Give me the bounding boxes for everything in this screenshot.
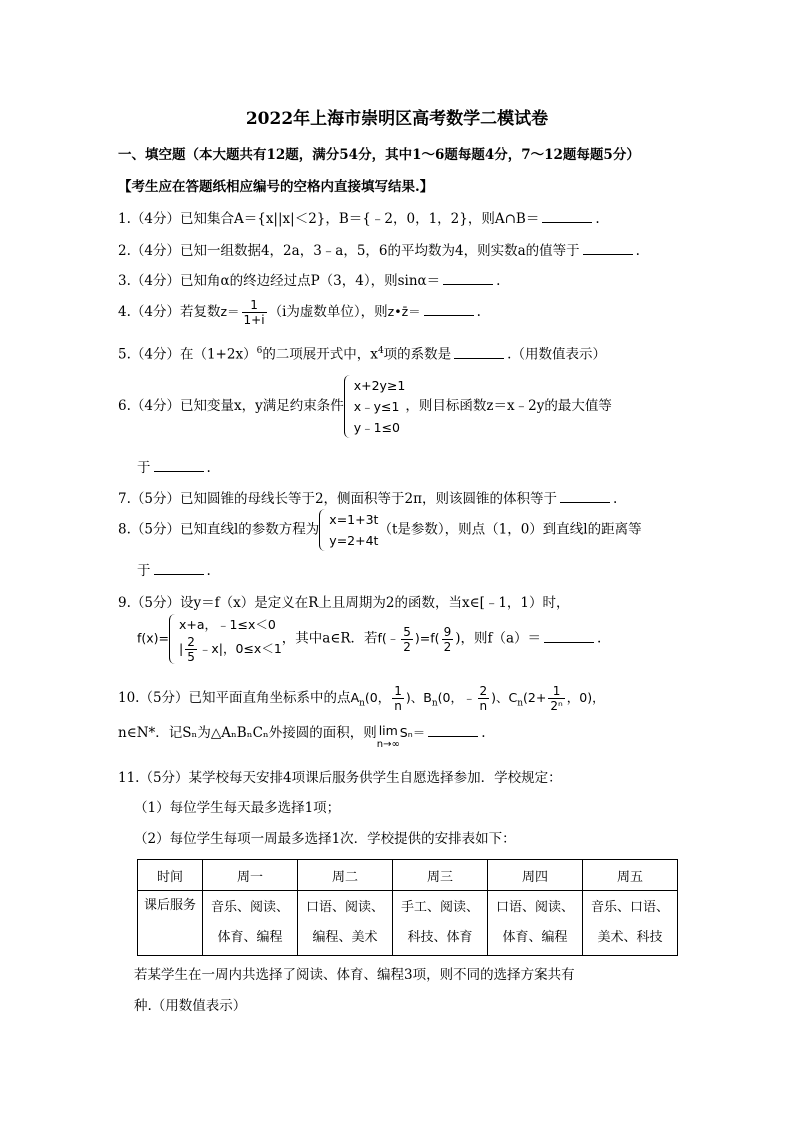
q9-f2num: 9 [443,624,452,639]
question-2 [118,242,640,260]
q9-fx: f(x)= [137,630,170,646]
q3-end: . [496,273,501,289]
q7-text: 7.（5分）已知圆锥的母线长等于2，侧面积等于2π，则该圆锥的体积等于 [118,491,558,507]
table-cell [203,891,298,956]
q10-lim: lim [378,723,398,738]
cell-line: 音乐、口语、 [590,900,669,915]
q4-mid: （i为虚数单位），则 [268,304,388,320]
question-8 [118,509,642,551]
question-9 [118,594,570,612]
cell-line: 口语、阅读、 [495,900,574,915]
q8-c2: y=2+4t [329,533,379,548]
q9-f2-frac [442,625,454,654]
table-header: 周四 [488,860,583,891]
answer-blank[interactable] [560,490,610,503]
q1-set-b: B＝{﹣2，0，1，2}，则 [338,211,495,227]
q6-prefix: 6.（4分）已知变量x，y满足约束条件 [118,398,344,414]
answer-blank[interactable] [154,459,204,472]
question-3 [118,272,500,290]
q5-text: 5.（4分）在（1+2x） [118,346,257,363]
cell-line: 编程、美术 [312,930,378,945]
q6-system [344,375,406,438]
question-11: 11.（5分）某学校每天安排4项课后服务供学生自愿选择参加．学校规定： [118,770,562,786]
cell-line: 体育、编程 [217,930,283,945]
schedule-table [137,859,678,956]
table-cell [298,891,393,956]
section-header: 一、填空题（本大题共有12题，满分54分，其中1～6题每题4分，7～12题每题5分） [118,147,640,163]
question-6 [118,375,612,438]
q7-end: . [613,491,618,507]
q4-den: 1+i [243,313,265,327]
q5-exp: 6 [256,346,263,356]
cell-line: 美术、科技 [597,930,663,945]
q9-f2: )=f( [414,630,440,646]
q10-an-sub: n [359,698,365,709]
q6-c2: x﹣y≤1 [353,399,400,414]
cell-line: 科技、体育 [407,930,473,945]
q9-mid: ，其中a∈R．若 [281,630,378,647]
page-title: 2022年上海市崇明区高考数学二模试卷 [245,109,549,129]
q1-set-a: A＝{x||x|＜2}， [233,211,339,227]
table-header: 周二 [298,860,393,891]
q11-question: 若某学生在一周内共选择了阅读、体育、编程3项，则不同的选择方案共有 [134,967,575,983]
q10-bn-num: 2 [479,684,488,698]
q10-cn-den: 2ⁿ [550,699,563,713]
q9-f1den: 2 [403,639,411,654]
q5-end: .（用数值表示） [507,346,606,363]
q9-f3: )，则f（a）＝ [455,630,542,647]
q10-sn: Sₙ＝ [399,725,426,740]
q6-c1: x+2y≥1 [353,378,406,393]
q10-an-den: n [394,699,402,713]
q8-c1: x=1+3t [329,512,379,527]
q10-cn-end: ，0)， [566,690,605,705]
question-10 [118,682,605,720]
q9-p2-frac [185,635,197,664]
q8-line2: 于 [137,563,151,579]
q10-cn-frac [548,684,564,713]
table-cell [583,891,678,956]
q10-cn-num: 1 [548,684,564,699]
q9-end: . [597,630,602,647]
q10-bn-den: n [479,699,488,713]
q10-an: A [350,690,360,705]
q4-fraction [242,298,267,327]
q10-bn-sub: n [431,698,438,709]
q10-bn-frac [478,684,490,713]
q4-end: . [476,304,481,320]
table-row-label: 课后服务 [138,891,203,956]
q10-bn: )、B [405,690,432,705]
q11-question-cont: 种.（用数值表示） [134,998,247,1014]
q8-prefix: 8.（5分）已知直线l的参数方程为 [118,521,320,538]
q2-text: 2.（4分）已知一组数据4，2a，3﹣a，5，6的平均数为4，则实数a的值等于 [118,243,580,259]
q1-prefix: 1.（4分）已知集合 [118,211,234,227]
question-6-cont [137,459,211,477]
q2-end: . [635,243,640,259]
q1-end: . [595,211,600,227]
q10-cn-v: (2+ [523,690,547,705]
question-5 [118,342,606,364]
q10-bn-v: (0，﹣ [437,690,476,705]
q9-line1: 9.（5分）设y＝f（x）是定义在R上且周期为2的函数，当x∈[﹣1，1）时， [118,595,570,611]
q6-c3: y﹣1≤0 [353,420,400,435]
cell-line: 口语、阅读、 [305,900,384,915]
q5-exp2: 4 [377,346,384,356]
answer-blank[interactable] [428,724,478,737]
cell-line: 体育、编程 [502,930,568,945]
table-cell [488,891,583,956]
q3-text: 3.（4分）已知角α的终边经过点P（3，4），则sinα＝ [118,273,441,289]
table-header: 时间 [138,860,203,891]
q10-line2: n∈N*．记Sₙ为△AₙBₙCₙ外接圆的面积，则 [118,725,377,741]
q10-cn-sub: n [517,698,524,709]
q10-limit [377,724,400,752]
cell-line: 手工、阅读、 [400,900,479,915]
q6-line2: 于 [137,460,151,476]
q9-f1: f(﹣ [377,630,400,646]
q6-suffix: ，则目标函数z＝x﹣2y的最大值等 [405,398,612,414]
q8-end: . [206,563,211,579]
answer-blank[interactable] [154,562,204,575]
cell-line: 音乐、阅读、 [210,900,289,915]
answer-blank[interactable] [424,303,474,316]
q4-prefix: 4.（4分）若复数 [118,304,221,320]
question-1 [118,210,600,228]
q4-z: z＝ [220,304,240,319]
table-header: 周五 [583,860,678,891]
q9-p1: x+a，﹣1≤x＜0 [179,617,276,632]
question-9-cont [137,614,601,664]
answer-blank[interactable] [583,242,633,255]
q10-cn: )、C [491,690,518,705]
q10-lim-sub: n→∞ [376,739,400,750]
q10-end: . [481,725,486,741]
q9-p2b: ﹣x|，0≤x＜1 [198,641,282,656]
table-header-row [138,860,678,891]
q4-num: 1 [242,298,267,313]
q9-p2den: 5 [187,650,195,664]
table-header: 周一 [203,860,298,891]
q11-rule-1: （1）每位学生每天最多选择1项； [134,800,341,816]
q10-an-frac [392,684,404,713]
q10-an-num: 1 [394,684,402,698]
question-4 [118,296,481,328]
q4-zz: z•z̄＝ [387,304,421,319]
answer-blank[interactable] [454,346,504,359]
table-header: 周三 [393,860,488,891]
instruction: 【考生应在答题纸相应编号的空格内直接填写结果.】 [118,179,434,195]
q8-suffix: （t是参数），则点（1，0）到直线l的距离等 [378,521,642,538]
question-8-cont [137,562,211,580]
q6-end: . [206,460,211,476]
q9-f1num: 5 [403,624,411,639]
q9-p2num: 2 [187,635,195,649]
question-7 [118,490,617,508]
q8-system [319,509,378,551]
q11-rule-2: （2）每位学生每项一周最多选择1次．学校提供的安排表如下： [134,831,516,847]
answer-blank[interactable] [544,630,594,643]
q10-an-v: (0， [364,690,391,705]
q5-text3: 项的系数是 [383,346,452,363]
q9-piecewise [169,614,282,664]
q1-ask: A∩B＝ [494,211,540,227]
answer-blank[interactable] [542,210,592,223]
question-10-cont [118,724,486,752]
q9-f1-frac [401,625,413,654]
q9-f2den: 2 [443,639,452,654]
q9-p2a: | [179,641,184,656]
answer-blank[interactable] [443,272,493,285]
table-cell [393,891,488,956]
table-row [138,891,678,956]
q10-line1a: 10.（5分）已知平面直角坐标系中的点 [118,690,351,706]
q5-text2: 的二项展开式中，x [262,346,378,363]
